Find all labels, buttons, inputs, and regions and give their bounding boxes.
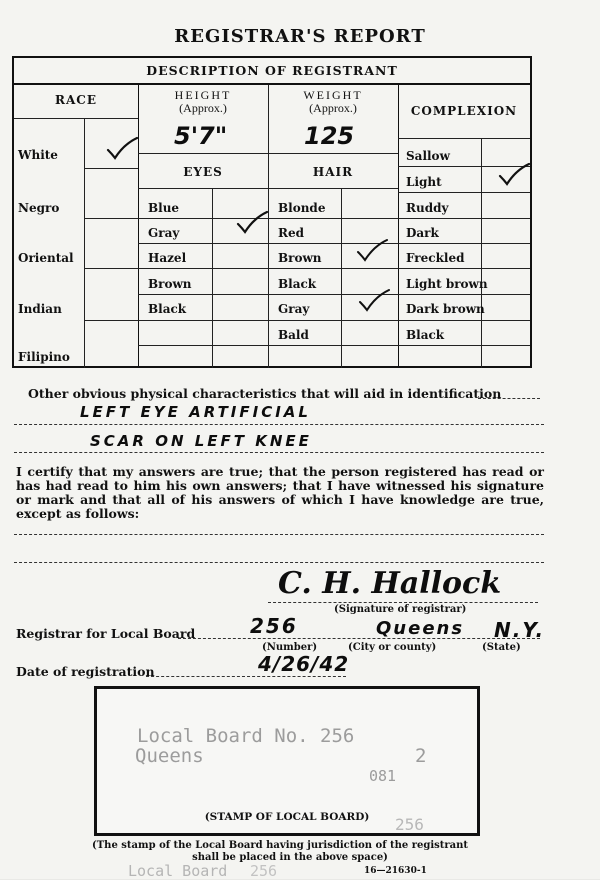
complexion-freckled-label: Freckled: [406, 251, 465, 265]
stamp-label: (STAMP OF LOCAL BOARD): [204, 811, 370, 823]
complexion-dark-label: Dark: [406, 226, 439, 240]
race-indian-label: Indian: [18, 302, 62, 316]
hair-brown-label: Brown: [278, 251, 322, 265]
date-of-registration-value: 4/26/42: [258, 652, 350, 676]
eyes-hazel-label: Hazel: [148, 251, 187, 265]
stamp-note-line-2: shall be placed in the above space): [192, 852, 388, 863]
hair-header: HAIR: [312, 165, 354, 179]
hair-gray-check-mark: [356, 288, 392, 314]
hair-gray-label: Gray: [278, 302, 310, 316]
complexion-black-label: Black: [406, 328, 445, 342]
section-heading: DESCRIPTION OF REGISTRANT: [146, 63, 398, 78]
stamp-ghost-line-1: Local Board No. 256: [137, 725, 355, 747]
eyes-gray-label: Gray: [148, 226, 180, 240]
complexion-light-brown-label: Light brown: [406, 277, 488, 291]
city-caption: (City or county): [348, 642, 437, 653]
page-title: REGISTRAR'S REPORT: [174, 26, 426, 47]
race-header: RACE: [55, 93, 97, 107]
complexion-light-label: Light: [406, 175, 442, 189]
stamp-note-line-1: (The stamp of the Local Board having jurisdiction of the registrant: [92, 840, 469, 851]
hair-brown-check-mark: [354, 238, 390, 264]
eyes-brown-label: Brown: [148, 277, 192, 291]
eyes-header: EYES: [183, 165, 223, 179]
local-board-state: N.Y.: [494, 618, 546, 642]
race-white-check-mark: [104, 136, 140, 162]
local-board-city: Queens: [376, 618, 465, 639]
local-board-label: Registrar for Local Board: [16, 626, 196, 641]
complexion-header: COMPLEXION: [410, 104, 518, 118]
local-board-number: 256: [250, 614, 298, 638]
complexion-ruddy-label: Ruddy: [406, 201, 449, 215]
height-value: 5'7": [174, 122, 228, 150]
eyes-gray-check-mark: [234, 210, 270, 236]
form-code: 16—21630-1: [364, 866, 427, 876]
physical-characteristics-line-1: LEFT EYE ARTIFICIAL: [80, 403, 311, 421]
eyes-black-label: Black: [148, 302, 187, 316]
weight-value: 125: [304, 122, 355, 150]
hair-red-label: Red: [278, 226, 304, 240]
physical-characteristics-line-2: SCAR ON LEFT KNEE: [90, 432, 312, 450]
physical-characteristics-label: Other obvious physical characteristics that will aid in identification: [28, 386, 502, 401]
signature-caption: (Signature of registrar): [334, 604, 467, 615]
eyes-blue-label: Blue: [148, 201, 180, 215]
stamp-ghost-line-2: Queens: [135, 745, 204, 767]
local-board-stamp-box: [94, 686, 480, 836]
race-filipino-label: Filipino: [18, 350, 70, 364]
weight-header: WEIGHT: [303, 88, 363, 102]
stamp-ghost-bottom: 256: [395, 815, 424, 834]
certification-text: I certify that my answers are true; that the person registered has read or has had read to him his own answers; that I have witnessed his signature or mark and that all of his answers of which I have knowledge are true, except as follows:: [16, 464, 544, 521]
complexion-dark-brown-label: Dark brown: [406, 302, 485, 316]
stamp-ghost-number: 2: [415, 745, 427, 767]
race-oriental-label: Oriental: [18, 251, 74, 265]
complexion-light-check-mark: [496, 162, 532, 188]
hair-black-label: Black: [278, 277, 317, 291]
hair-bald-label: Bald: [278, 328, 309, 342]
number-caption: (Number): [262, 642, 318, 653]
height-header: HEIGHT: [174, 88, 232, 102]
complexion-sallow-label: Sallow: [406, 149, 450, 163]
weight-approx: (Approx.): [309, 101, 357, 115]
footer-ghost-a: Local Board: [128, 862, 228, 880]
footer-ghost-b: 256: [250, 862, 278, 880]
description-table: [12, 56, 532, 368]
registrar-signature: C. H. Hallock: [278, 566, 502, 601]
hair-blonde-label: Blonde: [278, 201, 326, 215]
stamp-ghost-code: 081: [369, 767, 397, 785]
race-white-label: White: [18, 148, 58, 162]
state-caption: (State): [482, 642, 521, 653]
height-approx: (Approx.): [179, 101, 227, 115]
race-negro-label: Negro: [18, 201, 60, 215]
date-of-registration-label: Date of registration: [16, 664, 155, 679]
